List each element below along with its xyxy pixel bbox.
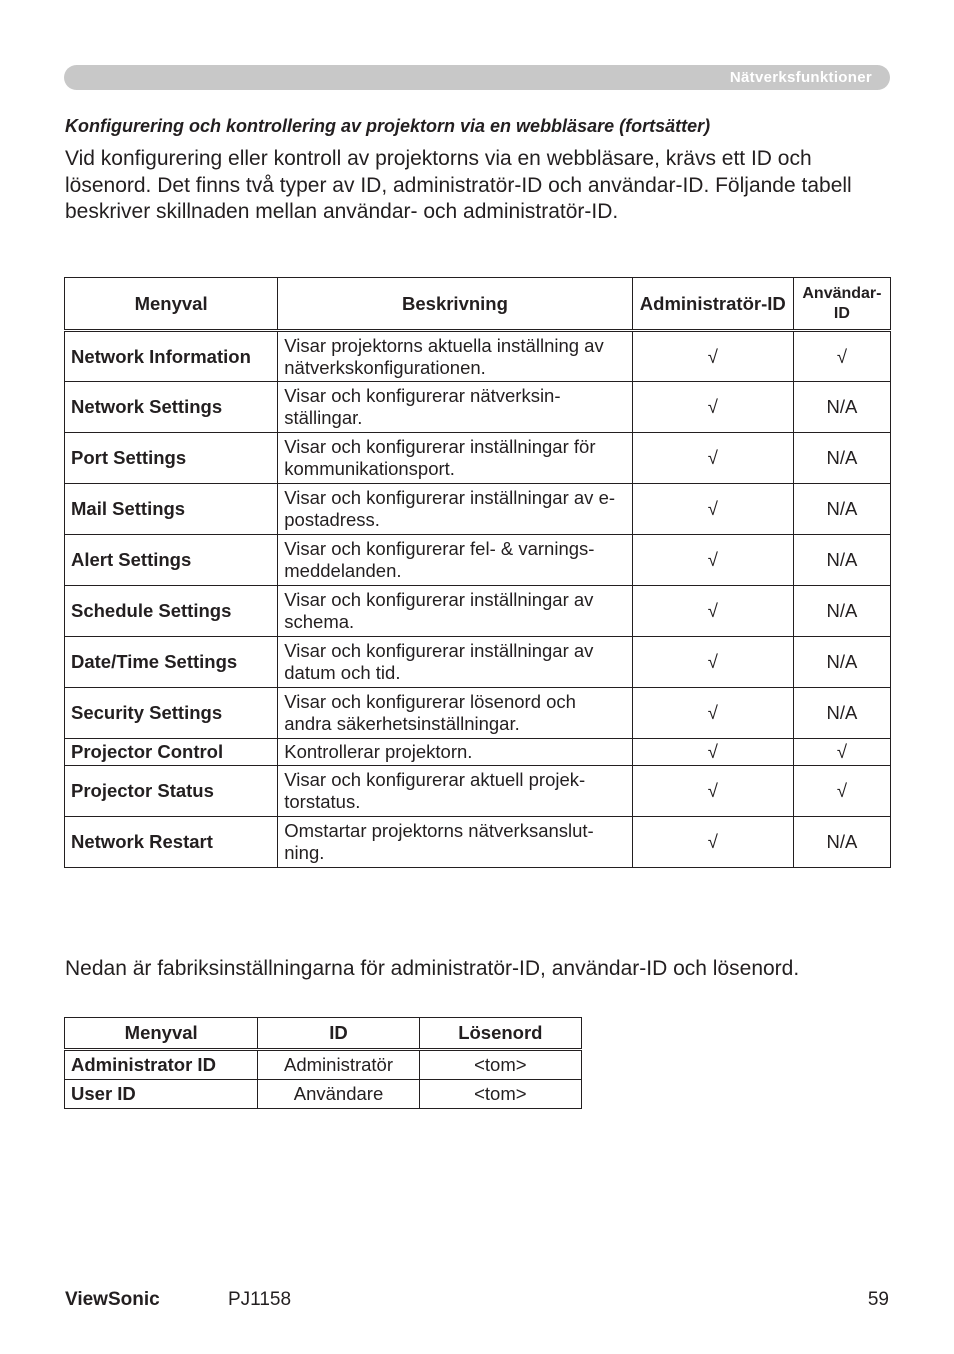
col-header-password: Lösenord — [419, 1018, 581, 1050]
menu-cell: Projector Status — [65, 766, 278, 817]
admin-access-cell: √ — [632, 766, 793, 817]
permissions-header-row — [65, 278, 891, 331]
admin-access-cell: √ — [632, 586, 793, 637]
table-row — [65, 484, 891, 535]
description-cell: Visar och konfigurerar inställningar för kommunikationsport. — [278, 433, 632, 484]
page-number: 59 — [867, 1289, 889, 1310]
description-cell: Visar och konfigurerar fel- & varnings-meddelanden. — [278, 535, 632, 586]
user-access-cell: √ — [793, 766, 890, 817]
description-cell: Visar och konfigurerar lösenord och andra säkerhetsinställningar. — [278, 688, 632, 739]
admin-access-cell: √ — [632, 382, 793, 433]
col-header-id: ID — [258, 1018, 419, 1050]
user-access-cell: N/A — [793, 484, 890, 535]
description-cell: Visar projektorns aktuella inställning av nätverkskonfigurationen. — [278, 331, 632, 382]
table-row — [65, 817, 891, 868]
description-cell: Visar och konfigurerar inställningar av e-postadress. — [278, 484, 632, 535]
user-access-cell: N/A — [793, 433, 890, 484]
description-cell: Omstartar projektorns nätverksanslut-ning. — [278, 817, 632, 868]
admin-access-cell: √ — [632, 817, 793, 868]
description-cell: Kontrollerar projektorn. — [278, 739, 632, 766]
user-access-cell: N/A — [793, 535, 890, 586]
table-row — [65, 1080, 582, 1109]
admin-access-cell: √ — [632, 535, 793, 586]
table-row — [65, 535, 891, 586]
menu-cell: Administrator ID — [65, 1050, 258, 1080]
footer-model: PJ1158 — [228, 1289, 292, 1310]
user-access-cell: N/A — [793, 586, 890, 637]
table-row — [65, 688, 891, 739]
table-row — [65, 637, 891, 688]
table-row — [65, 433, 891, 484]
user-access-cell: N/A — [793, 817, 890, 868]
user-access-cell: N/A — [793, 637, 890, 688]
col-header-menu: Menyval — [65, 1018, 258, 1050]
menu-cell: Date/Time Settings — [65, 637, 278, 688]
menu-cell: User ID — [65, 1080, 258, 1109]
table-row — [65, 382, 891, 433]
description-cell: Visar och konfigurerar nätverksin-ställingar. — [278, 382, 632, 433]
footer-brand: ViewSonic — [65, 1289, 160, 1310]
table-row — [65, 1050, 582, 1080]
defaults-header-row — [65, 1018, 582, 1050]
menu-cell: Network Information — [65, 331, 278, 382]
menu-cell: Mail Settings — [65, 484, 278, 535]
description-cell: Visar och konfigurerar inställningar av schema. — [278, 586, 632, 637]
admin-access-cell: √ — [632, 637, 793, 688]
defaults-intro: Nedan är fabriksinställningarna för administratör-ID, användar-ID och lösenord. — [65, 957, 800, 980]
col-header-admin-id: Administratör-ID — [632, 278, 793, 331]
id-cell: Administratör — [258, 1050, 419, 1080]
admin-access-cell: √ — [632, 688, 793, 739]
user-access-cell: √ — [793, 739, 890, 766]
user-access-cell: N/A — [793, 688, 890, 739]
user-access-cell: N/A — [793, 382, 890, 433]
admin-access-cell: √ — [632, 739, 793, 766]
admin-access-cell: √ — [632, 433, 793, 484]
permissions-table — [64, 277, 891, 868]
admin-access-cell: √ — [632, 331, 793, 382]
admin-access-cell: √ — [632, 484, 793, 535]
menu-cell: Schedule Settings — [65, 586, 278, 637]
section-title: Nätverksfunktioner — [729, 69, 872, 86]
description-cell: Visar och konfigurerar aktuell projek-torstatus. — [278, 766, 632, 817]
id-cell: Användare — [258, 1080, 419, 1109]
table-row — [65, 586, 891, 637]
table-row — [65, 766, 891, 817]
intro-paragraph: Vid konfigurering eller kontroll av projektorns via en webbläsare, krävs ett ID och lösenord. Det finns två typer av ID, administratör-ID och användar-ID. Följande tabell beskriver skillnaden mellan användar- och administratör-ID. — [65, 147, 852, 223]
menu-cell: Alert Settings — [65, 535, 278, 586]
menu-cell: Network Restart — [65, 817, 278, 868]
menu-cell: Projector Control — [65, 739, 278, 766]
menu-cell: Security Settings — [65, 688, 278, 739]
defaults-table — [64, 1017, 582, 1109]
menu-cell: Port Settings — [65, 433, 278, 484]
menu-cell: Network Settings — [65, 382, 278, 433]
col-header-menu: Menyval — [65, 278, 278, 331]
page-subtitle: Konfigurering och kontrollering av projektorn via en webbläsare (fortsätter) — [65, 116, 711, 136]
table-row — [65, 331, 891, 382]
description-cell: Visar och konfigurerar inställningar av datum och tid. — [278, 637, 632, 688]
user-access-cell: √ — [793, 331, 890, 382]
password-cell: <tom> — [419, 1050, 581, 1080]
section-header-bar — [64, 65, 890, 90]
password-cell: <tom> — [419, 1080, 581, 1109]
col-header-user-id: Användar-ID — [793, 278, 890, 331]
table-row — [65, 739, 891, 766]
col-header-description: Beskrivning — [278, 278, 632, 331]
